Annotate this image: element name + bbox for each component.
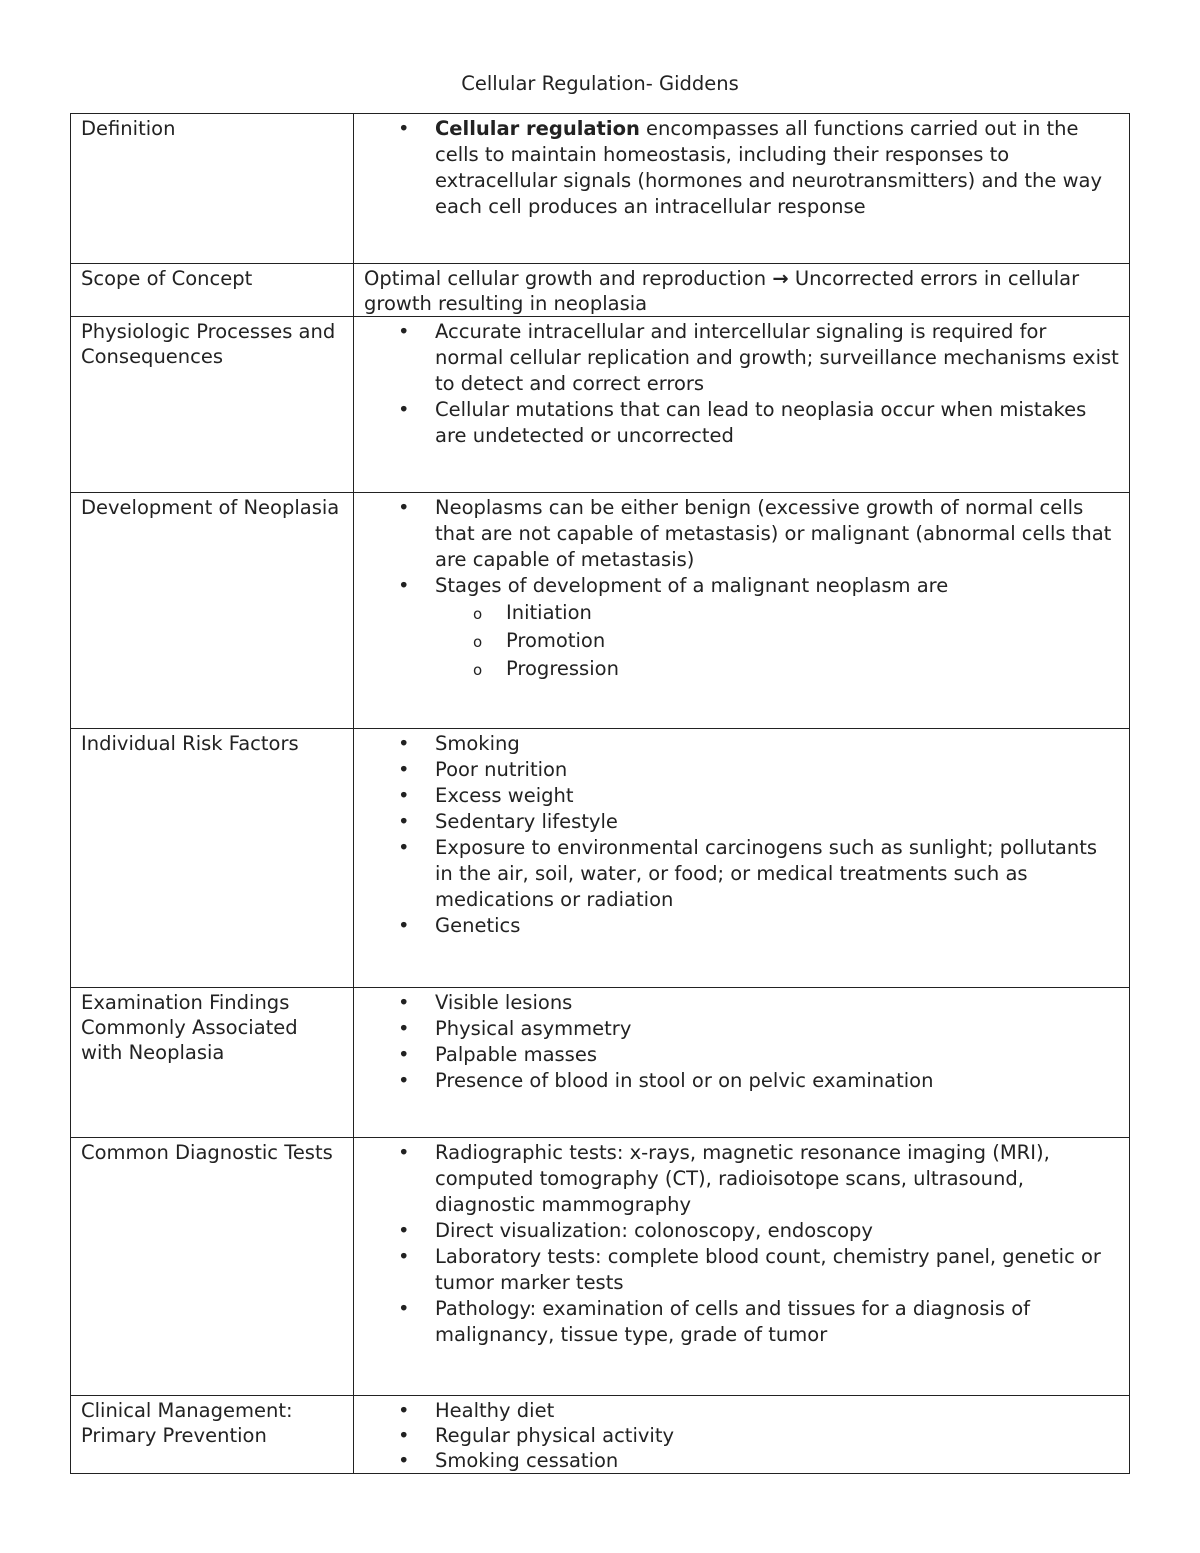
row-content-scope [354, 264, 1130, 317]
arrow-right-icon: → [772, 267, 789, 290]
definition-text: encompasses all functions carried out in the cells to maintain homeostasis, including their responses to extracellular signals (hormones and neurotransmitters) and the way each cell produces an intracellular response [435, 117, 1103, 218]
list-item: • Smoking cessation [364, 1448, 1119, 1473]
list-item: • Excess weight [364, 783, 1119, 809]
list-item: • Neoplasms can be either benign (excessive growth of normal cells that are not capable of metastasis) or malignant (abnormal cells that are capable of metastasis) [364, 495, 1119, 573]
scope-text-after: Uncorrected errors in cellular growth resulting in neoplasia [364, 267, 1080, 315]
list-item: • Genetics [364, 913, 1119, 939]
table-row-definition [71, 114, 1130, 264]
list-item: • Accurate intracellular and intercellular signaling is required for normal cellular replication and growth; surveillance mechanisms exist to detect and correct errors [364, 319, 1119, 397]
sub-list-item: o Progression [435, 655, 1119, 683]
row-label-primary-prevention: Clinical Management: Primary Prevention [71, 1396, 354, 1474]
row-content-primary-prevention [354, 1396, 1130, 1474]
list-item [364, 116, 1119, 220]
row-label-exam-findings: Examination Findings Commonly Associated with Neoplasia [71, 988, 354, 1138]
row-label-physiologic: Physiologic Processes and Consequences [71, 317, 354, 493]
document-title: Cellular Regulation- Giddens [461, 72, 739, 95]
scope-text-before: Optimal cellular growth and reproduction [364, 267, 773, 290]
list-item: • Pathology: examination of cells and tissues for a diagnosis of malignancy, tissue type, grade of tumor [364, 1296, 1119, 1348]
list-item: • Exposure to environmental carcinogens such as sunlight; pollutants in the air, soil, water, or food; or medical treatments such as medications or radiation [364, 835, 1119, 913]
row-content-exam-findings [354, 988, 1130, 1138]
sub-list-item: o Initiation [435, 599, 1119, 627]
row-content-physiologic [354, 317, 1130, 493]
row-label-development: Development of Neoplasia [71, 493, 354, 729]
row-label-scope: Scope of Concept [71, 264, 354, 317]
list-item: • Healthy diet [364, 1398, 1119, 1423]
list-item: • Laboratory tests: complete blood count, chemistry panel, genetic or tumor marker tests [364, 1244, 1119, 1296]
list-item: • Sedentary lifestyle [364, 809, 1119, 835]
table-row-diagnostic [71, 1138, 1130, 1396]
definition-term: Cellular regulation [435, 117, 640, 140]
list-item: • Visible lesions [364, 990, 1119, 1016]
table-row-scope [71, 264, 1130, 317]
table-row-development [71, 493, 1130, 729]
row-label-diagnostic: Common Diagnostic Tests [71, 1138, 354, 1396]
list-item: • Poor nutrition [364, 757, 1119, 783]
list-item: • Presence of blood in stool or on pelvic examination [364, 1068, 1119, 1094]
row-content-definition [354, 114, 1130, 264]
row-label-definition: Definition [71, 114, 354, 264]
list-item: • Physical asymmetry [364, 1016, 1119, 1042]
table-row-exam-findings [71, 988, 1130, 1138]
list-item: • Regular physical activity [364, 1423, 1119, 1448]
table-row-physiologic [71, 317, 1130, 493]
table-row-primary-prevention [71, 1396, 1130, 1474]
list-item: • Radiographic tests: x-rays, magnetic resonance imaging (MRI), computed tomography (CT), radioisotope scans, ultrasound, diagnostic mammography [364, 1140, 1119, 1218]
row-label-risk-factors: Individual Risk Factors [71, 729, 354, 988]
sub-list-item: o Promotion [435, 627, 1119, 655]
concept-table [70, 113, 1130, 1474]
table-row-risk-factors [71, 729, 1130, 988]
row-content-risk-factors [354, 729, 1130, 988]
list-item: • Cellular mutations that can lead to neoplasia occur when mistakes are undetected or uncorrected [364, 397, 1119, 449]
row-content-diagnostic [354, 1138, 1130, 1396]
list-item: • Smoking [364, 731, 1119, 757]
list-item: • Stages of development of a malignant neoplasm are [364, 573, 1119, 599]
list-item: • Palpable masses [364, 1042, 1119, 1068]
list-item: • Direct visualization: colonoscopy, endoscopy [364, 1218, 1119, 1244]
row-content-development [354, 493, 1130, 729]
